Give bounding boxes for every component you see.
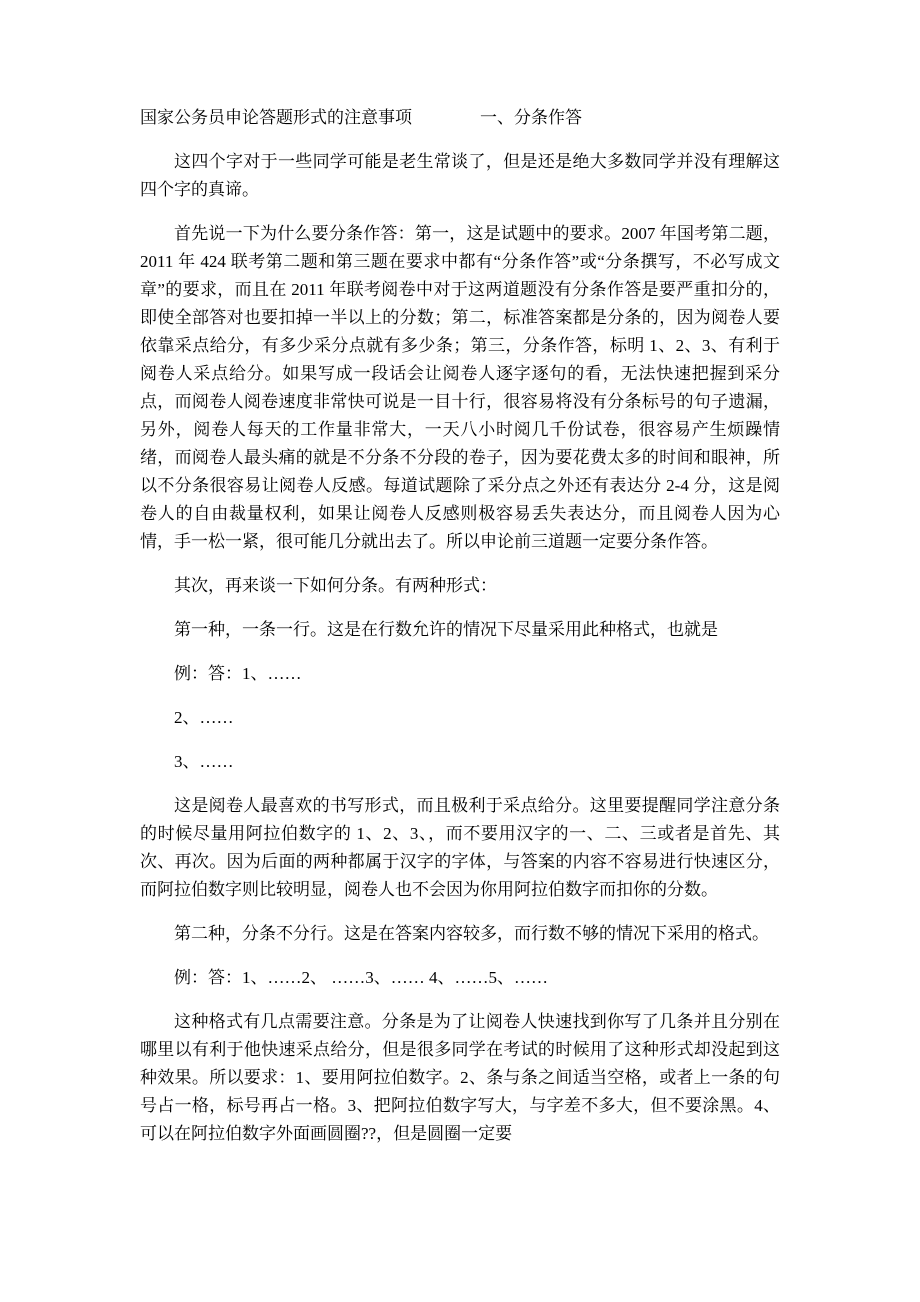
paragraph-format-one: 第一种，一条一行。这是在行数允许的情况下尽量采用此种格式，也就是 bbox=[174, 620, 718, 639]
paragraph-intro: 这四个字对于一些同学可能是老生常谈了，但是还是绝大多数同学并没有理解这四个字的真谛。 bbox=[140, 152, 780, 199]
paragraph-example-line-1: 例：答：1、…… bbox=[174, 664, 302, 683]
paragraph-example-line-3: 3、…… bbox=[174, 752, 234, 771]
paragraph-format-two-example: 例：答：1、……2、 ……3、…… 4、……5、…… bbox=[174, 968, 548, 987]
paragraph-example-line-2: 2、…… bbox=[174, 708, 234, 727]
paragraph-format-two: 第二种，分条不分行。这是在答案内容较多，而行数不够的情况下采用的格式。 bbox=[174, 924, 769, 943]
paragraph-format-one-notes: 这是阅卷人最喜欢的书写形式，而且极利于采点给分。这里要提醒同学注意分条的时候尽量用阿拉伯数字的 1、2、3、，而不要用汉字的一、二、三或者是首先、其次、再次。因为后面的两种都属于汉字的字体，与答案的内容不容易进行快速区分，而阿拉伯数字则比较明显，阅卷人也不会因为你用阿拉伯数字而扣你的分数。 bbox=[140, 796, 780, 899]
paragraph-why-itemize: 首先说一下为什么要分条作答：第一，这是试题中的要求。2007 年国考第二题，2011 年 424 联考第二题和第三题在要求中都有“分条作答”或“分条撰写，不必写成文章”的要求，而且在 2011 年联考阅卷中对于这两道题没有分条作答是要严重扣分的，即使全部答对也要扣掉一半以上的分数；第二，标准答案都是分条的，因为阅卷人要依靠采点给分，有多少采分点就有多少条；第三，分条作答，标明 1、2、3、有利于阅卷人采点给分。如果写成一段话会让阅卷人逐字逐句的看，无法快速把握到采分点，而阅卷人阅卷速度非常快可说是一目十行，很容易将没有分条标号的句子遗漏，另外，阅卷人每天的工作量非常大，一天八小时阅几千份试卷，很容易产生烦躁情绪，而阅卷人最头痛的就是不分条不分段的卷子，因为要花费太多的时间和眼神，所以不分条很容易让阅卷人反感。每道试题除了采分点之外还有表达分 2-4 分，这是阅卷人的自由裁量权利，如果让阅卷人反感则极容易丢失表达分，而且阅卷人因为心情，手一松一紧，很可能几分就出去了。所以申论前三道题一定要分条作答。 bbox=[140, 224, 780, 551]
document-title: 国家公务员申论答题形式的注意事项 一、分条作答 bbox=[140, 108, 582, 127]
paragraph-format-two-notes: 这种格式有几点需要注意。分条是为了让阅卷人快速找到你写了几条并且分别在哪里以有利于他快速采点给分，但是很多同学在考试的时候用了这种形式却没起到这种效果。所以要求：1、要用阿拉伯数字。2、条与条之间适当空格，或者上一条的句号占一格，标号再占一格。3、把阿拉伯数字写大，与字差不多大，但不要涂黑。4、可以在阿拉伯数字外面画圆圈??，但是圆圈一定要 bbox=[140, 1012, 780, 1143]
paragraph-how-itemize: 其次，再来谈一下如何分条。有两种形式： bbox=[174, 576, 497, 595]
